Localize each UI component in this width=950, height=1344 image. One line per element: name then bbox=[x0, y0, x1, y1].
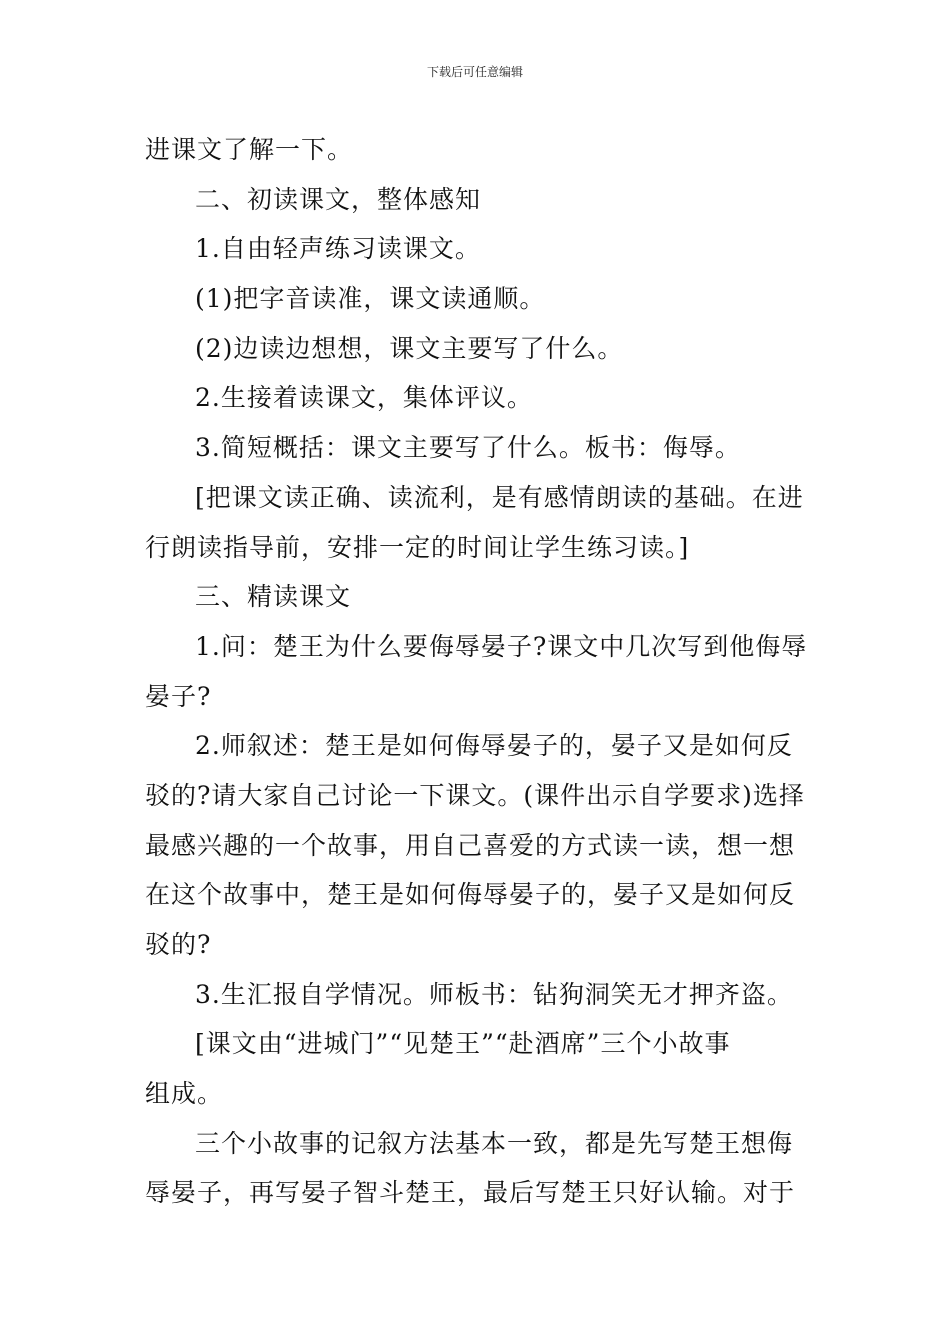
document-body bbox=[145, 125, 810, 1218]
text-line: 进课文了解一下。 bbox=[145, 135, 354, 164]
text-line: 驳的?请大家自己讨论一下课文。(课件出示自学要求)选择 bbox=[145, 780, 805, 810]
text-line: 3.生汇报自学情况。师板书：钻狗洞笑无才押齐盗。 bbox=[195, 979, 793, 1009]
text-line: 晏子? bbox=[145, 681, 212, 711]
text-line: (1)把字音读准，课文读通顺。 bbox=[195, 284, 546, 314]
section-heading: 二、初读课文，整体感知 bbox=[195, 184, 482, 214]
text-line: 驳的? bbox=[145, 930, 212, 959]
text-line: 3.简短概括：课文主要写了什么。板书：侮辱。 bbox=[195, 433, 741, 463]
page-header-note: 下载后可任意编辑 bbox=[426, 65, 523, 79]
text-line: 在这个故事中，楚王是如何侮辱晏子的，晏子又是如何反 bbox=[145, 880, 796, 910]
text-line: (2)边读边想想，课文主要写了什么。 bbox=[195, 333, 624, 363]
text-line: [课文由“进城门”“见楚王”“赴酒席”三个小故事 bbox=[195, 1029, 731, 1059]
text-line: 1.自由轻声练习读课文。 bbox=[195, 234, 481, 264]
text-line: [把课文读正确、读流利，是有感情朗读的基础。在进 bbox=[195, 482, 804, 512]
text-line: 辱晏子，再写晏子智斗楚王，最后写楚王只好认输。对于 bbox=[145, 1178, 796, 1208]
text-line: 最感兴趣的一个故事，用自己喜爱的方式读一读，想一想 bbox=[145, 830, 796, 860]
text-line: 组成。 bbox=[145, 1079, 224, 1109]
text-line: 行朗读指导前，安排一定的时间让学生练习读。] bbox=[145, 532, 690, 562]
text-line: 2.师叙述：楚王是如何侮辱晏子的，晏子又是如何反 bbox=[195, 731, 793, 761]
text-line: 1.问：楚王为什么要侮辱晏子?课文中几次写到他侮辱 bbox=[195, 631, 808, 661]
text-line: 2.生接着读课文，集体评议。 bbox=[195, 383, 533, 413]
section-heading: 三、精读课文 bbox=[195, 582, 352, 612]
text-line: 三个小故事的记叙方法基本一致，都是先写楚王想侮 bbox=[195, 1128, 794, 1158]
